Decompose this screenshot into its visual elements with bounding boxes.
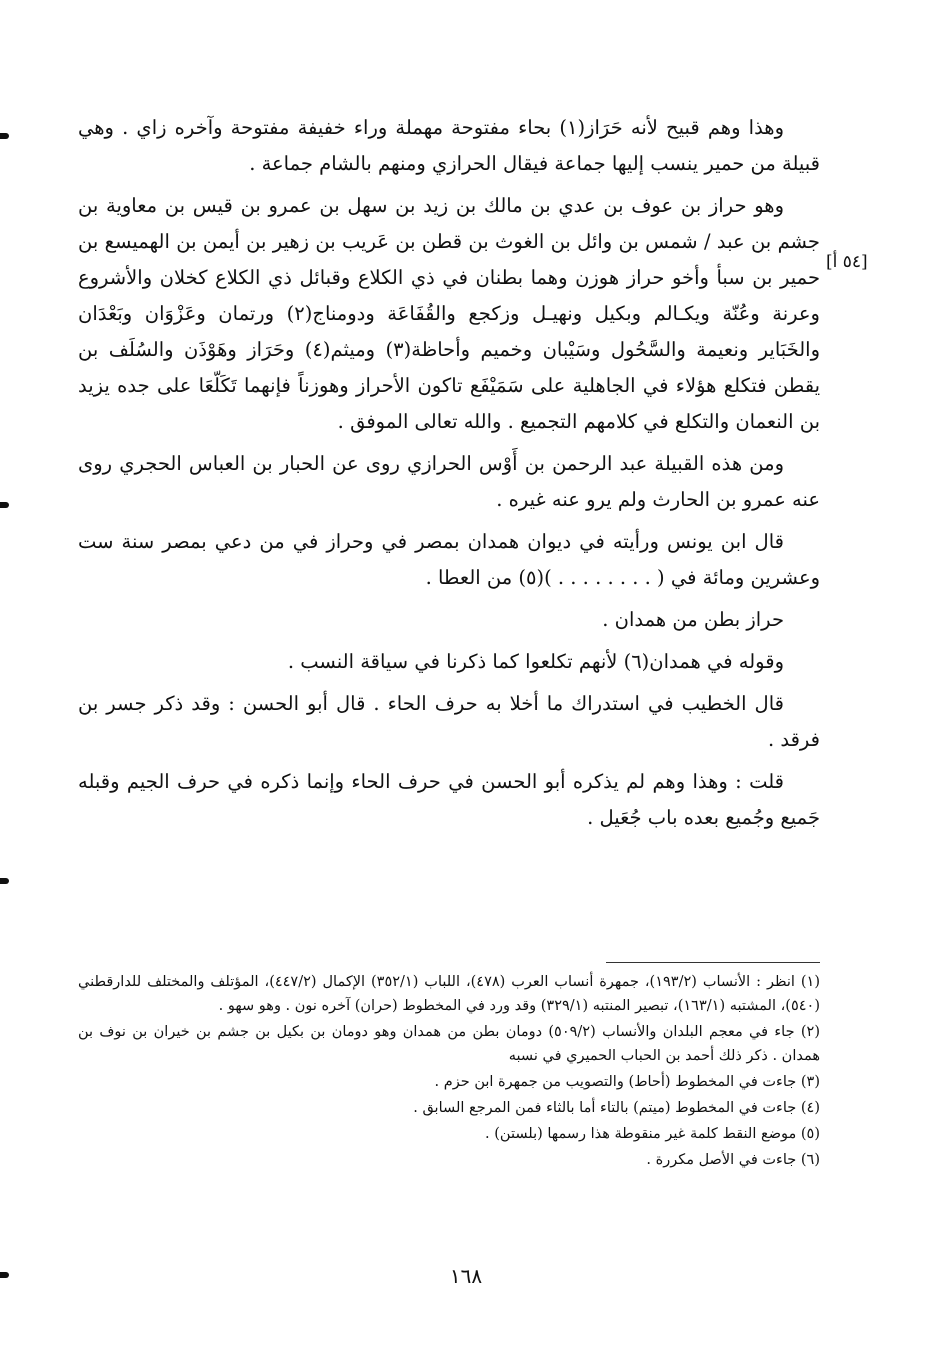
paragraph: ومن هذه القبيلة عبد الرحمن بن أَوْس الحرازي روى عن الحبار بن العباس الحجري روى عنه عمرو بن الحارث ولم يرو عنه غيره . (78, 452, 820, 511)
paragraph: وقوله في همدان(٦) لأنهم تكلعوا كما ذكرنا في سياقة النسب . (287, 650, 784, 673)
paragraph: قال ابن يونس ورأيته في ديوان همدان بمصر في وحراز في من دعي بمصر سنة ست وعشرين ومائة في ( . . . . . . . . )(٥) من العطا . (78, 530, 820, 589)
edge-mark (0, 878, 9, 884)
edge-mark (0, 502, 9, 508)
footnote: (٤) جاءت في المخطوط (ميتم) بالتاء أما بالثاء فمن المرجع السابق . (413, 1100, 820, 1116)
footnotes (78, 970, 820, 1174)
paragraph: وهو حراز بن عوف بن عدي بن مالك بن زيد بن سهل بن عمرو بن قيس بن معاوية بن جشم بن عبد / شمس بن وائل بن الغوث بن قطن بن عَريب بن زهير بن أيمن بن الهميسع بن حمير بن سبأ وأخو حراز هوزن وهما بطنان في ذي الكلاع وقبائل ذي الكلاع كخلان والأشروع وعرنة وعُنّة ويكـالم وبكيل ونهيـل وزكجع والقُفَاعَة ودومناج(٢) ورتمان وعَزْوَان وبَعْدَان والخَبَاير ونعيمة والسَّحُول وسَيْبان وخميم وأحاظة(٣) وميثم(٤) وحَرَاز وهَوْذَن والسُلَف بن يقطن فتكلع هؤلاء في الجاهلية على سَمَيْفَع تاكون الأحراز وهوزناً فإنهما تَكَلّعَا على جده يزيد بن النعمان والتكلع في كلامهم التجميع . والله تعالى الموفق . (78, 194, 821, 433)
footnote-divider (606, 962, 820, 963)
margin-folio-reference: [٥٤ أ] (826, 252, 868, 272)
page-number: ١٦٨ (449, 1264, 483, 1288)
footnote: (٢) جاء في معجم البلدان والأنساب (٥٠٩/٢) دومان بطن من همدان وهو دومان بن بكيل بن جشم بن خيران بن نوف بن همدان . ذكر ذلك أحمد بن الحباب الحميري في نسبه (78, 1024, 820, 1064)
footnote: (٦) جاءت في الأصل مكررة . (646, 1152, 820, 1168)
footnote: (٥) موضع النقط كلمة غير منقوطة هذا رسمها (بلستن) . (485, 1126, 820, 1142)
paragraph: قال الخطيب في استدراك ما أخلا به حرف الحاء . قال أبو الحسن : وقد ذكر جسر بن فرقد . (78, 692, 820, 751)
edge-mark (0, 133, 9, 139)
footnote: (١) انظر : الأنساب (١٩٣/٢)، جمهرة أنساب العرب (٤٧٨)، اللباب (٣٥٢/١) الإكمال (٤٤٧/٢)، المؤتلف والمختلف للدارقطني (٥٤٠)، المشتبه (١٦٣/١)، تبصير المنتبه (٣٢٩/١) وقد ورد في المخطوط (حران) آخره نون . وهو سهو . (78, 974, 821, 1014)
footnote: (٣) جاءت في المخطوط (أحاط) والتصويب من جمهرة ابن حزم . (434, 1074, 820, 1090)
paragraph: وهذا وهم قبيح لأنه حَرَاز(١) بحاء مفتوحة مهملة وراء خفيفة مفتوحة وآخره زاي . وهي قبيلة من حمير ينسب إليها جماعة فيقال الحرازي ومنهم بالشام جماعة . (78, 116, 820, 175)
paragraph: قلت : وهذا وهم لم يذكره أبو الحسن في حرف الحاء وإنما ذكره في حرف الجيم وقبله جَميع وجُميع بعده باب جُعَيل . (78, 770, 820, 829)
paragraph: حراز بطن من همدان . (602, 608, 784, 631)
main-text (78, 110, 820, 842)
